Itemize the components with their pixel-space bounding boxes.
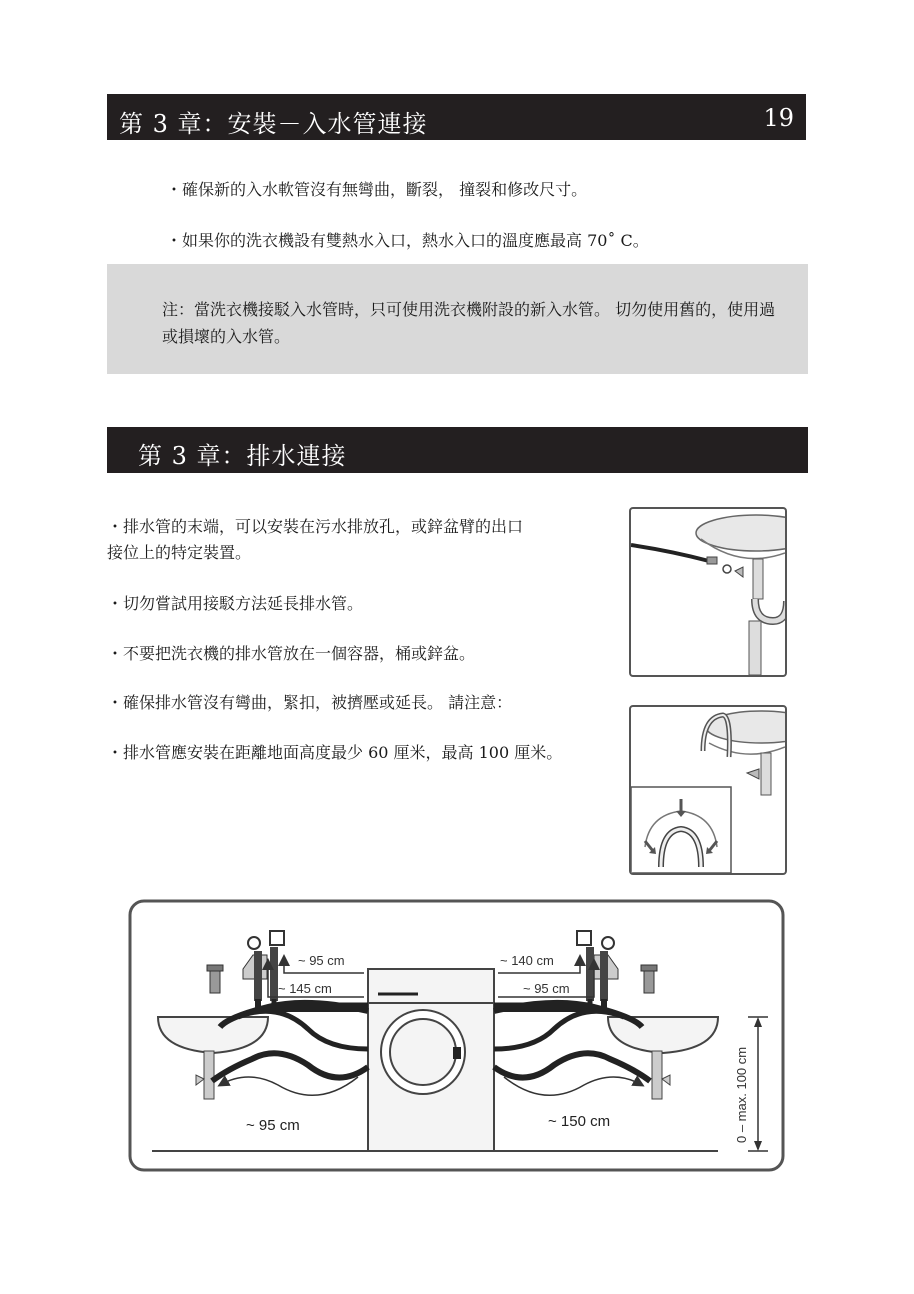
drain-bullet-2: ・切勿嘗試用接駁方法延長排水管。: [107, 594, 364, 613]
drain-bullet-3: ・不要把洗衣機的排水管放在一個容器，桶或鋅盆。: [107, 644, 476, 663]
drain-bullet-5: ・排水管應安裝在距離地面高度最少 60 厘米，最高 100 厘米。: [107, 743, 563, 762]
note-text: 注：當洗衣機接駁入水管時，只可使用洗衣機附設的新入水管。 切勿使用舊的，使用過或損壞的入水管。: [162, 300, 776, 346]
installation-diagram: [128, 899, 785, 1172]
chapter-title-drain: 第 3 章：排水連接: [138, 442, 347, 470]
drain-bullet-4: ・確保排水管沒有彎曲，緊扣，被擠壓或延長。 請注意：: [107, 693, 513, 712]
inlet-bullet-1: ・確保新的入水軟管沒有無彎曲，斷裂， 撞裂和修改尺寸。: [166, 180, 588, 199]
label-inlet-right-bottom: ~ 95 cm: [523, 981, 570, 996]
label-drain-left: ~ 95 cm: [246, 1117, 300, 1134]
chapter-header-inlet: [107, 94, 806, 140]
sink-drain-photo: [629, 507, 787, 677]
page-number: 19: [763, 104, 794, 132]
label-inlet-left-bottom: ~ 145 cm: [278, 981, 332, 996]
inlet-bullet-2: ・如果你的洗衣機設有雙熱水入口，熱水入口的溫度應最高 70˚ C。: [166, 231, 649, 250]
chapter-title-inlet: 第 3 章：安裝－入水管連接: [119, 110, 428, 138]
label-inlet-right-top: ~ 140 cm: [500, 953, 554, 968]
drain-bullet-1a: ・排水管的末端，可以安裝在污水排放孔，或鋅盆臂的出口: [107, 517, 524, 536]
label-inlet-left-top: ~ 95 cm: [298, 953, 345, 968]
note-box: [107, 264, 808, 374]
hose-hook-photo: [629, 705, 787, 875]
washing-machine-icon: [368, 969, 494, 1151]
drain-bullet-1b: 接位上的特定裝置。: [107, 543, 252, 562]
chapter-header-drain: [107, 427, 808, 473]
label-height: 0 – max. 100 cm: [734, 1046, 749, 1143]
label-drain-right: ~ 150 cm: [548, 1113, 611, 1130]
